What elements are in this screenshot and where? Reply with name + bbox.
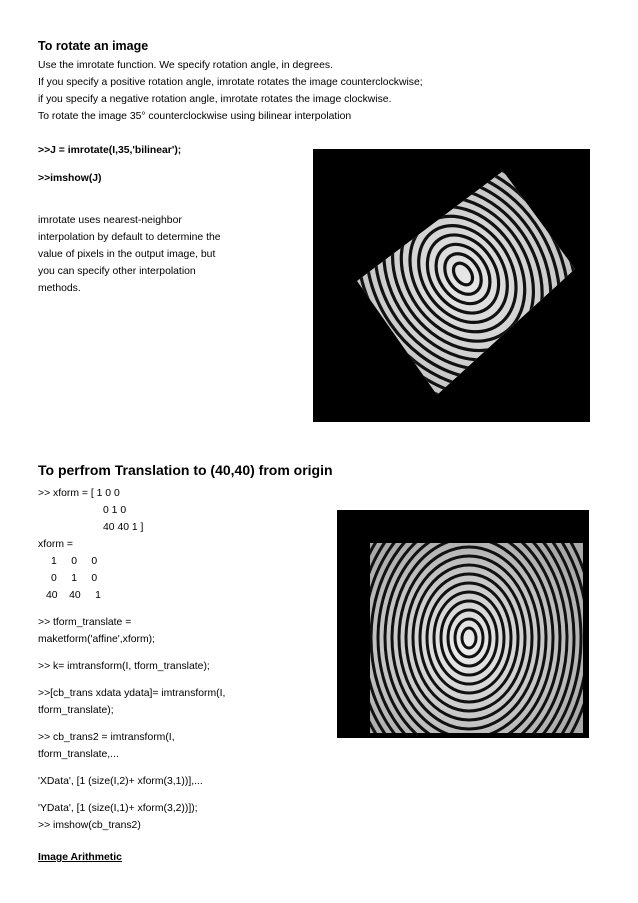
rotate-command: >>J = imrotate(I,35,'bilinear');	[38, 145, 182, 156]
rotated-fingerprint-image	[313, 149, 590, 422]
note-line-5: methods.	[38, 283, 81, 294]
tform-line-2: maketform('affine',xform);	[38, 634, 155, 645]
cb-trans2-line-1: >> cb_trans2 = imtransform(I,	[38, 732, 175, 743]
imtransform-command: >> k= imtransform(I, tform_translate);	[38, 661, 210, 672]
cb-trans-line-2: tform_translate);	[38, 705, 114, 716]
xform-line-3: 40 40 1 ]	[103, 522, 144, 533]
matrix-row-3: 40 40 1	[46, 590, 101, 601]
imshow-trans-command: >> imshow(cb_trans2)	[38, 820, 141, 831]
section-title-translation: To perfrom Translation to (40,40) from origin	[38, 462, 333, 478]
imshow-command: >>imshow(J)	[38, 173, 102, 184]
intro-line-3: if you specify a negative rotation angle, imrotate rotates the image clockwise.	[38, 94, 392, 105]
cb-trans-line-1: >>[cb_trans xdata ydata]= imtransform(I,	[38, 688, 226, 699]
section-title-rotate: To rotate an image	[38, 39, 149, 53]
cb-trans2-line-2: tform_translate,...	[38, 749, 119, 760]
intro-line-2: If you specify a positive rotation angle, imrotate rotates the image counterclockwise;	[38, 77, 423, 88]
ydata-line: 'YData', [1 (size(I,1)+ xform(3,2))]);	[38, 803, 198, 814]
xform-line-2: 0 1 0	[103, 505, 127, 516]
matrix-row-1: 1 0 0	[51, 556, 98, 567]
note-line-1: imrotate uses nearest-neighbor	[38, 215, 182, 226]
tform-line-1: >> tform_translate =	[38, 617, 132, 628]
intro-line-1: Use the imrotate function. We specify rotation angle, in degrees.	[38, 60, 333, 71]
section-title-arithmetic: Image Arithmetic	[38, 852, 122, 863]
xform-output-label: xform =	[38, 539, 73, 550]
matrix-row-2: 0 1 0	[51, 573, 98, 584]
intro-line-4: To rotate the image 35° counterclockwise using bilinear interpolation	[38, 111, 352, 122]
translated-fingerprint-image	[337, 510, 589, 738]
note-line-4: you can specify other interpolation	[38, 266, 196, 277]
note-line-2: interpolation by default to determine the	[38, 232, 221, 243]
xdata-line: 'XData', [1 (size(I,2)+ xform(3,1))],...	[38, 776, 203, 787]
xform-line-1: >> xform = [ 1 0 0	[38, 488, 120, 499]
note-line-3: value of pixels in the output image, but	[38, 249, 216, 260]
